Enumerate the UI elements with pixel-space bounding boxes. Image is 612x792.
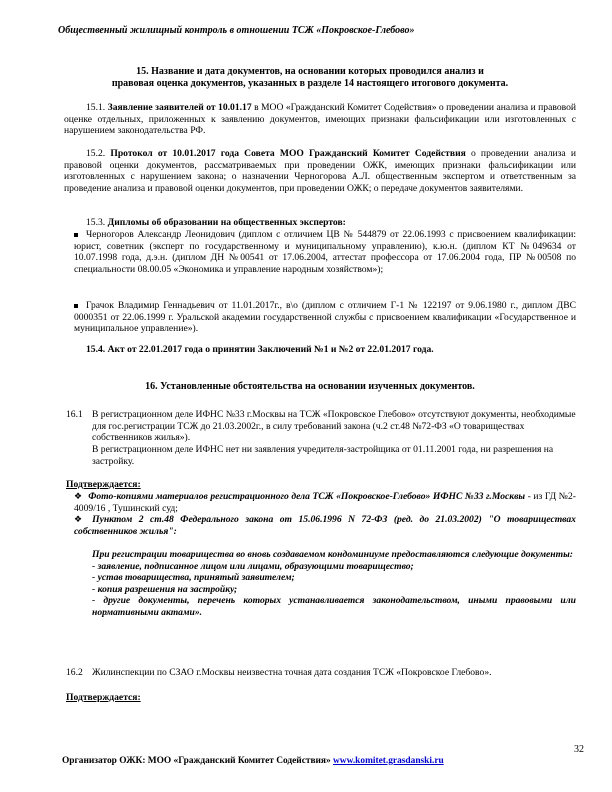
- square-bullet-icon: [74, 233, 78, 237]
- evidence-item-1-bold: Фото-копиями материалов регистрационного дела ТСЖ «Покровское-Глебово» ИФНС №33 г.Москвы: [88, 491, 526, 502]
- evidence-item-2-bold: Пунктом 2 ст.48 Федерального закона от 15.06.1996 N 72-ФЗ (ред. до 21.03.2002) "О товариществах собственников жилья":: [74, 514, 576, 537]
- page-footer: [62, 756, 444, 766]
- confirms-label: Подтверждается:: [66, 479, 141, 490]
- confirms-label-2: Подтверждается:: [66, 692, 141, 703]
- paragraph-15-1: [64, 102, 576, 137]
- section-15-title-line2: правовая оценка документов, указанных в разделе 14 настоящего итогового документа.: [111, 78, 509, 89]
- paragraph-16-2-number: 16.2: [66, 667, 83, 678]
- law-quote: [92, 549, 576, 619]
- paragraph-15-2: [64, 148, 576, 194]
- paragraph-16-1-number: 16.1: [66, 409, 83, 420]
- law-quote-line-4: - копия разрешения на застройку;: [92, 583, 238, 595]
- square-bullet-icon: [74, 304, 78, 308]
- law-quote-line-3: - устав товарищества, принятый заявителем;: [92, 572, 295, 584]
- footer-website-link[interactable]: www.komitet.grasdanski.ru: [333, 756, 444, 766]
- expert-list-item-1: [74, 229, 576, 275]
- paragraph-16-1: В регистрационном деле ИФНС №33 г.Москвы на ТСЖ «Покровское Глебово» отсутствуют документы, необходимые для гос.регистрации ТСЖ до 21.03.2002г., в силу требований закона (ч.2 ст.48 №72-ФЗ «О товариществах собственников жилья»).: [92, 409, 576, 444]
- paragraph-15-3-bold: Дипломы об образовании на общественных экспертов:: [107, 217, 346, 228]
- page-number: 32: [574, 744, 584, 755]
- paragraph-15-1-text: в МОО «Гражданский Комитет Содействия» о проведении анализа и правовой оценке отдельных, приложенных к заявлению документов, имеющих признаки фальсификации или изготовленных с нарушением законодательства РФ.: [64, 102, 577, 137]
- footer-organizer: Организатор ОЖК: МОО «Гражданский Комитет Содействия»: [62, 756, 331, 766]
- evidence-item-2: [74, 514, 576, 537]
- paragraph-15-2-text: о проведении анализа и правовой оценки документов, рассматриваемых при проведении ОЖК, имеющих признаки фальсификации или изготовленных с нарушением закона; о назначении Черногорова А.Л. общественным экспертом и ответственным за проведение анализа и правовой оценки документов, при проведении ОЖК; о передаче документов заявителями.: [64, 148, 576, 194]
- section-16-title: 16. Установленные обстоятельства на основании изученных документов.: [145, 381, 475, 392]
- paragraph-16-2: Жилинспекции по СЗАО г.Москвы неизвестна точная дата создания ТСЖ «Покровское Глебово».: [92, 667, 492, 678]
- section-15-title-line1: 15. Название и дата документов, на основании которых проводился анализ и: [136, 66, 484, 77]
- law-quote-line-5: - другие документы, перечень которых устанавливается законодательством, иными правовыми или нормативными актами».: [92, 595, 576, 618]
- paragraph-15-1-bold: Заявление заявителей от 10.01.17: [107, 102, 252, 113]
- expert-list-item-1-text: Черногоров Александр Леонидович (диплом с отличием ЦВ № 544879 от 22.06.1993 с присвоением квалификации: юрист, советник (эксперт по государственному и муниципальному управлению), к.ю.н. (диплом КТ №049634 от 10.07.1998 года, д.э.н. (диплом ДН №00541 от 17.06.2004, аттестат профессора от 17.06.2004 года, ПР №00508 по специальности 08.00.05 «Экономика и управление народным хозяйством»);: [74, 229, 576, 275]
- law-quote-line-1: При регистрации товарищества во вновь создаваемом кондоминиуме предоставляются следующие документы:: [92, 549, 573, 560]
- paragraph-15-4: 15.4. Акт от 22.01.2017 года о принятии Заключений №1 и №2 от 22.01.2017 года.: [86, 344, 434, 355]
- law-quote-line-2: - заявление, подписанное лицом или лицами, образующими товарищество;: [92, 560, 414, 572]
- evidence-item-1-text: - из ГД №2- 4009/16 , Тушинский суд;: [74, 491, 576, 514]
- expert-list-item-2-text: Грачок Владимир Геннадьевич от 11.01.2017г., в\о (диплом с отличием Г-1 № 122197 от 9.06.1980 г., диплом ДВС 0000351 от 22.06.1999 г. Уральской академии государственной службы с присвоением квалификации «Государственное и муниципальное управление»).: [74, 300, 576, 335]
- section-15-title: [70, 66, 550, 90]
- diamond-bullet-icon: ❖: [74, 491, 83, 501]
- diamond-bullet-icon: ❖: [74, 514, 87, 524]
- paragraph-15-2-number: 15.2.: [86, 148, 106, 159]
- paragraph-15-2-bold: Протокол от 10.01.2017 года Совета МОО Гражданский Комитет Содействия: [110, 148, 466, 159]
- paragraph-15-3-number: 15.3.: [86, 217, 106, 228]
- paragraph-15-1-number: 15.1.: [86, 102, 106, 113]
- paragraph-15-3: [64, 217, 576, 229]
- evidence-item-1: [74, 491, 576, 514]
- expert-list-item-2: [74, 300, 576, 335]
- paragraph-16-1b: В регистрационном деле ИФНС нет ни заявления учредителя-застройщика от 01.11.2001 года, ни разрешения на застройку.: [92, 444, 554, 467]
- page-header: Общественный жилищный контроль в отношении ТСЖ «Покровское-Глебово»: [58, 25, 415, 36]
